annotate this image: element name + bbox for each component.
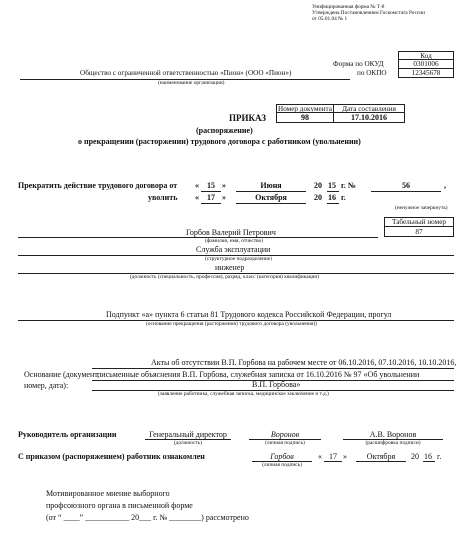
kod-header-cell: Код bbox=[398, 51, 454, 60]
basis-label-2: номер, дата): bbox=[24, 381, 69, 390]
employee-position-caption: (должность (специальность, профессия), разряд, класс (категория) квалификации) bbox=[130, 274, 320, 280]
ack-signature: Горбов bbox=[270, 452, 294, 461]
union-line2: профсоюзного органа в письменной форме bbox=[46, 501, 193, 510]
doc-date-header: Дата составления bbox=[333, 104, 405, 113]
form-approval-line1: Унифицированная форма № Т-8 bbox=[312, 4, 385, 10]
form-approval-line2: Утверждена Постановлением Госкомстата России bbox=[312, 10, 425, 16]
doc-number-value: 98 bbox=[276, 112, 334, 123]
tab-number-header: Табельный номер bbox=[384, 217, 454, 227]
head-name-caption: (расшифровка подписи) bbox=[365, 440, 421, 446]
form-approval-line3: от 05.01.04 № 1 bbox=[312, 16, 348, 22]
dismiss-year-suffix: г. bbox=[341, 193, 346, 202]
doc-number-header: Номер документа bbox=[276, 104, 334, 113]
head-label: Руководитель организации bbox=[18, 430, 117, 439]
employee-department-caption: (структурное подразделение) bbox=[205, 256, 273, 262]
termination-ground: Подпункт «а» пункта 6 статьи 81 Трудового кодекса Российской Федерации, прогул bbox=[106, 310, 392, 319]
contract-century: 20 bbox=[314, 181, 322, 190]
ack-year-line bbox=[423, 461, 435, 462]
basis-line1: Акты об отсутствии В.П. Горбова на рабочем месте от 06.10.2016, 07.10.2016, 10.10.2016, bbox=[151, 358, 457, 367]
ack-century: 20 bbox=[411, 452, 419, 461]
doc-date-value: 17.10.2016 bbox=[333, 112, 405, 123]
ack-year-suffix: г. bbox=[437, 452, 442, 461]
okud-label: Форма по ОКУД bbox=[333, 60, 384, 68]
contract-number: 56 bbox=[402, 181, 410, 190]
terminate-quote-open: « bbox=[195, 181, 199, 190]
organization-caption: (наименование организации) bbox=[158, 80, 225, 86]
contract-comma: , bbox=[444, 181, 446, 190]
ack-month-line bbox=[356, 461, 406, 462]
doc-about: о прекращении (расторжении) трудового договора с работником (увольнении) bbox=[78, 137, 361, 146]
union-line1: Мотивированное мнение выборного bbox=[46, 489, 170, 498]
basis-label-1: Основание (документ, bbox=[24, 370, 100, 379]
contract-no-label: г. № bbox=[341, 181, 356, 190]
ack-quote-close: » bbox=[343, 452, 347, 461]
employee-name: Горбов Валерий Петрович bbox=[186, 228, 276, 237]
basis-line3: В.П. Горбова» bbox=[252, 380, 301, 389]
contract-month-line bbox=[236, 191, 306, 192]
dismiss-label: уволить bbox=[148, 193, 178, 202]
basis-caption: (заявление работника, служебная записка, медицинское заключение и т.д.) bbox=[158, 391, 329, 397]
ack-day: 17 bbox=[329, 452, 337, 461]
head-position: Генеральный директор bbox=[149, 430, 227, 439]
employee-department: Служба эксплуатации bbox=[196, 245, 271, 254]
strike-note: (ненужное зачеркнуть) bbox=[395, 205, 448, 211]
dismiss-month: Октября bbox=[255, 193, 287, 202]
head-signature: Воронов bbox=[270, 430, 300, 439]
dismiss-day-line bbox=[201, 203, 221, 204]
ack-label: С приказом (распоряжением) работник ознакомлен bbox=[18, 452, 205, 461]
dismiss-year-line bbox=[327, 203, 339, 204]
terminate-quote-close: » bbox=[222, 181, 226, 190]
head-signature-caption: (личная подпись) bbox=[265, 440, 305, 446]
okpo-label: по ОКПО bbox=[357, 69, 387, 77]
ack-signature-caption: (личная подпись) bbox=[262, 462, 302, 468]
okud-value-cell: 0301006 bbox=[398, 59, 454, 69]
contract-day: 15 bbox=[207, 181, 215, 190]
basis-line1-rule bbox=[92, 368, 454, 369]
union-line3: (от “ ____” ___________ 20___ г. № ________) рассмотрено bbox=[46, 513, 249, 522]
dismiss-year: 16 bbox=[328, 193, 336, 202]
doc-title: ПРИКАЗ bbox=[229, 113, 267, 123]
contract-number-line bbox=[371, 191, 441, 192]
organization-name: Общество с ограниченной ответственностью «Пион» (ООО «Пион») bbox=[80, 69, 292, 77]
ack-year: 16 bbox=[424, 452, 432, 461]
dismiss-quote-open: « bbox=[195, 193, 199, 202]
okpo-value-cell: 12345678 bbox=[398, 68, 454, 78]
dismiss-month-line bbox=[236, 203, 306, 204]
ack-month: Октября bbox=[366, 452, 396, 461]
contract-month: Июня bbox=[260, 181, 282, 190]
termination-ground-caption: (основание прекращения (расторжения) трудового договора (увольнения)) bbox=[146, 321, 318, 327]
employee-name-line bbox=[18, 237, 378, 238]
employee-name-caption: (фамилия, имя, отчество) bbox=[205, 238, 264, 244]
contract-day-line bbox=[201, 191, 221, 192]
employee-position: инженер bbox=[215, 263, 245, 272]
dismiss-day: 17 bbox=[207, 193, 215, 202]
ack-quote-open: « bbox=[318, 452, 322, 461]
doc-subtitle: (распоряжение) bbox=[196, 126, 253, 135]
basis-line2: письменные объяснения В.П. Горбова, служебная записка от 16.10.2016 № 97 «Об увольнении bbox=[97, 370, 420, 379]
terminate-label: Прекратить действие трудового договора от bbox=[18, 181, 178, 190]
contract-year: 15 bbox=[328, 181, 336, 190]
head-position-caption: (должность) bbox=[173, 440, 203, 446]
dismiss-quote-close: » bbox=[222, 193, 226, 202]
head-name: А.В. Воронов bbox=[369, 430, 417, 439]
ack-day-line bbox=[324, 461, 342, 462]
contract-year-line bbox=[327, 191, 339, 192]
dismiss-century: 20 bbox=[314, 193, 322, 202]
tab-number-value: 87 bbox=[384, 226, 454, 237]
